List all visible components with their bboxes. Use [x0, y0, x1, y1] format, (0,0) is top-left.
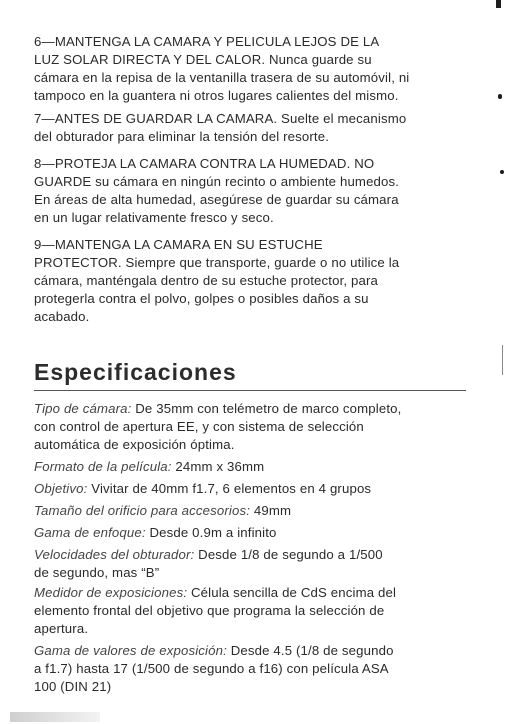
item-line: en un lugar relativamente fresco y seco. [34, 210, 274, 225]
care-item-7 [34, 110, 474, 146]
spec-label: Medidor de exposiciones: [34, 585, 188, 600]
spec-line: con control de apertura EE, y con sistema de selección [34, 419, 364, 434]
item-line: LUZ SOLAR DIRECTA Y DEL CALOR. Nunca guarde su [34, 52, 372, 67]
spec-exposure-range [34, 642, 474, 696]
spec-value: Desde 0.9m a infinito [149, 525, 277, 540]
print-mark [500, 170, 504, 174]
spec-focus-range [34, 524, 474, 542]
spec-line [34, 584, 474, 602]
spec-film-format [34, 458, 474, 476]
spec-label: Velocidades del obturador: [34, 547, 195, 562]
spec-label: Formato de la película: [34, 459, 172, 474]
item-line: 9—MANTENGA LA CAMARA EN SU ESTUCHE [34, 237, 323, 252]
spec-label: Gama de valores de exposición: [34, 643, 227, 658]
spec-line: elemento frontal del objetivo que programa la selección de [34, 603, 385, 618]
item-line: En áreas de alta humedad, asegúrese de guardar su cámara [34, 192, 399, 207]
spec-line: de segundo, mas “B” [34, 565, 160, 580]
spec-value: De 35mm con telémetro de marco completo, [135, 401, 402, 416]
spec-lens [34, 480, 474, 498]
spec-value: Vivitar de 40mm f1.7, 6 elementos en 4 grupos [91, 481, 372, 496]
print-mark [496, 0, 501, 8]
spec-label: Gama de enfoque: [34, 525, 146, 540]
care-item-8 [34, 155, 474, 227]
spec-value: Desde 4.5 (1/8 de segundo [230, 643, 394, 658]
item-line: del obturador para eliminar la tensión del resorte. [34, 129, 330, 144]
section-heading: Especificaciones [34, 359, 237, 385]
spec-line [34, 546, 474, 564]
spec-line [34, 480, 474, 498]
spec-line: automática de exposición óptima. [34, 437, 235, 452]
spec-camera-type [34, 400, 474, 454]
print-mark [502, 345, 503, 375]
print-mark [498, 94, 502, 99]
spec-line: apertura. [34, 621, 89, 636]
spec-label: Tamaño del orificio para accesorios: [34, 503, 251, 518]
scan-smudge [10, 712, 100, 722]
spec-exposure-meter [34, 584, 474, 638]
care-item-6 [34, 33, 474, 105]
spec-label: Objetivo: [34, 481, 88, 496]
spec-label: Tipo de cámara: [34, 401, 132, 416]
spec-value: 49mm [253, 503, 292, 518]
spec-line [34, 400, 474, 418]
spec-value: 24mm x 36mm [175, 459, 265, 474]
spec-filter-size [34, 502, 474, 520]
item-line: tampoco en la guantera ni otros lugares calientes del mismo. [34, 88, 399, 103]
spec-value: Desde 1/8 de segundo a 1/500 [198, 547, 383, 562]
item-line: 7—ANTES DE GUARDAR LA CAMARA. Suelte el mecanismo [34, 111, 407, 126]
item-line: GUARDE su cámara en ningún recinto o ambiente humedos. [34, 174, 400, 189]
item-line: cámara, manténgala dentro de su estuche protector, para [34, 273, 379, 288]
item-line: cámara en la repisa de la ventanilla trasera de su automóvil, ni [34, 70, 410, 85]
item-line: 6—MANTENGA LA CAMARA Y PELICULA LEJOS DE LA [34, 34, 380, 49]
item-line: protegerla contra el polvo, golpes o posibles daños a su [34, 291, 369, 306]
item-line: acabado. [34, 309, 90, 324]
spec-line [34, 524, 474, 542]
spec-line [34, 458, 474, 476]
spec-line: a f1.7) hasta 17 (1/500 de segundo a f16) con película ASA [34, 661, 389, 676]
spec-shutter-speeds [34, 546, 474, 582]
spec-line [34, 642, 474, 660]
spec-value: Célula sencilla de CdS encima del [190, 585, 397, 600]
care-item-9 [34, 236, 474, 326]
spec-line: 100 (DIN 21) [34, 679, 112, 694]
item-line: PROTECTOR. Siempre que transporte, guarde o no utilice la [34, 255, 400, 270]
spec-line [34, 502, 474, 520]
item-line: 8—PROTEJA LA CAMARA CONTRA LA HUMEDAD. NO [34, 156, 375, 171]
heading-rule [34, 390, 466, 391]
